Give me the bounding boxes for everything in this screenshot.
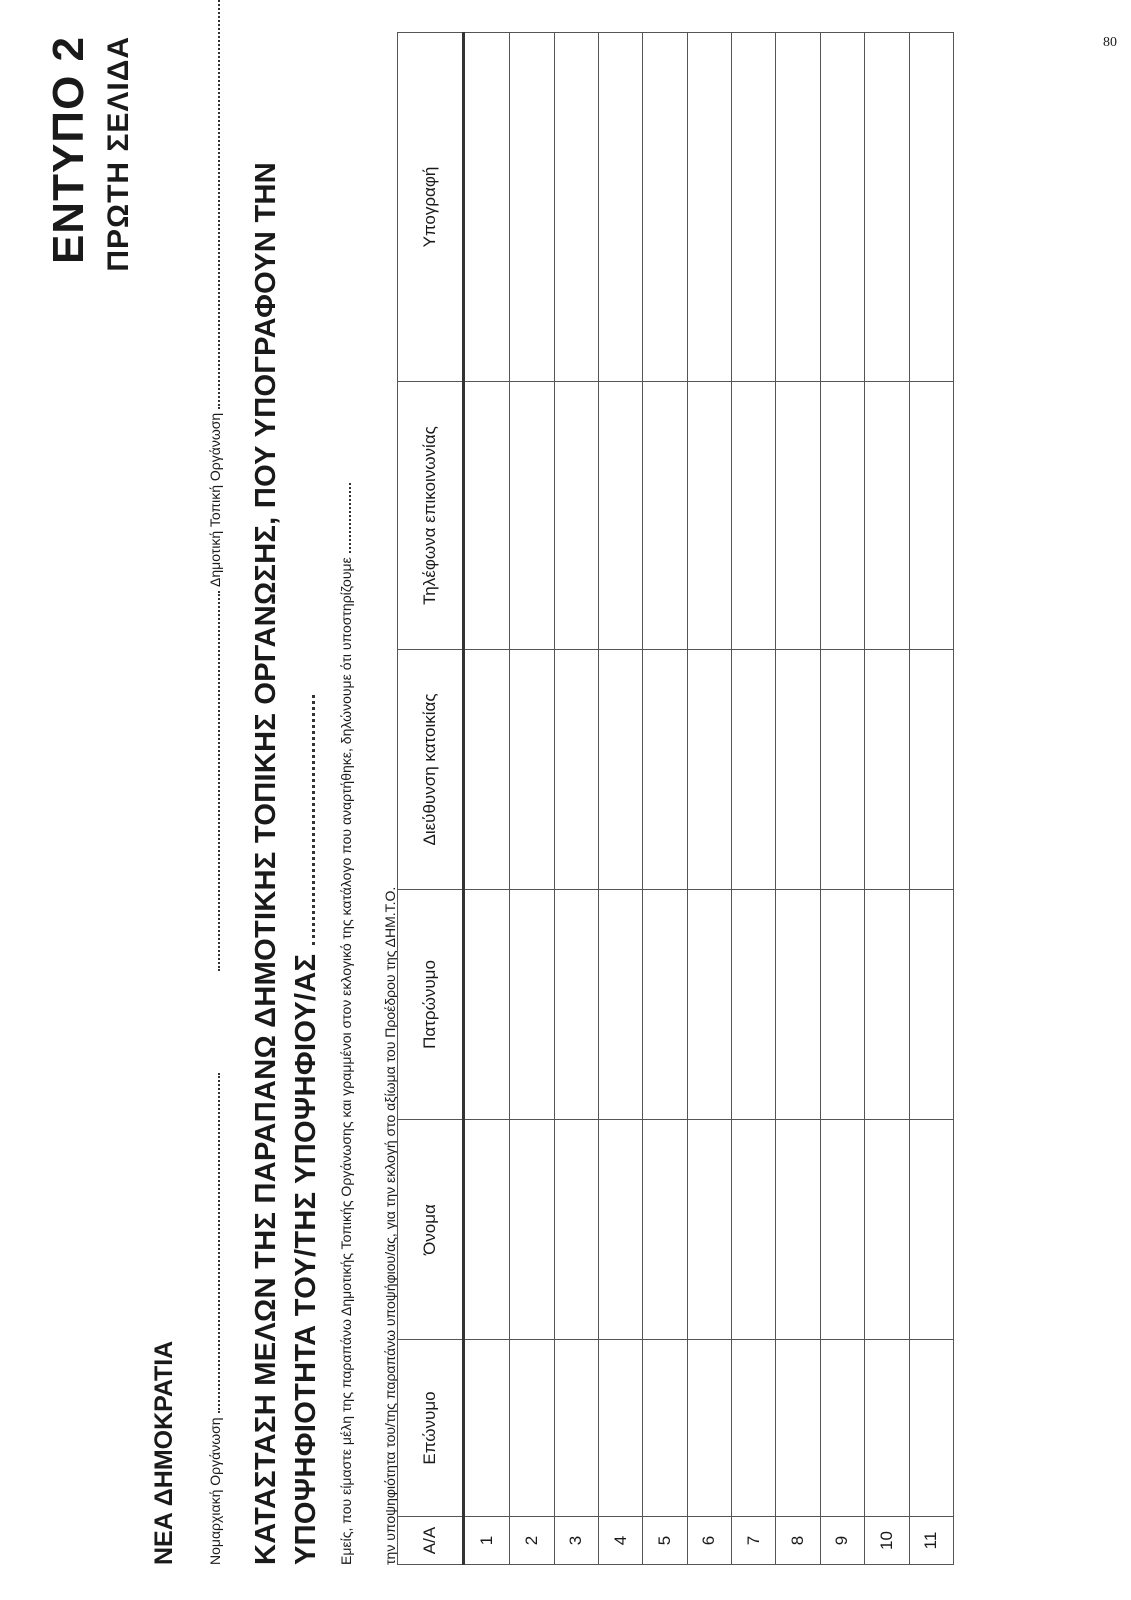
table-cell[interactable] <box>687 890 731 1120</box>
row-number: 9 <box>820 1517 864 1565</box>
table-row <box>643 33 687 1565</box>
table-row <box>732 33 776 1565</box>
table-cell[interactable] <box>643 33 687 382</box>
table-cell[interactable] <box>687 650 731 890</box>
table-cell[interactable] <box>464 650 510 890</box>
page-number: 80 <box>1103 35 1117 50</box>
table-cell[interactable] <box>865 650 909 890</box>
row-number: 10 <box>865 1517 909 1565</box>
regional-organization-blank[interactable] <box>206 1073 220 1413</box>
table-cell[interactable] <box>776 33 820 382</box>
table-cell[interactable] <box>510 1120 554 1340</box>
municipal-organization-field[interactable] <box>206 0 223 975</box>
table-cell[interactable] <box>510 1340 554 1517</box>
table-cell[interactable] <box>643 890 687 1120</box>
table-cell[interactable] <box>820 890 864 1120</box>
table-cell[interactable] <box>865 1120 909 1340</box>
row-number: 6 <box>687 1517 731 1565</box>
table-row <box>510 33 554 1565</box>
municipal-organization-blank[interactable] <box>206 0 220 409</box>
table-row <box>554 33 598 1565</box>
table-cell[interactable] <box>776 1340 820 1517</box>
table-cell[interactable] <box>599 1120 643 1340</box>
document-title-line1: ΚΑΤΑΣΤΑΣΗ ΜΕΛΩΝ ΤΗΣ ΠΑΡΑΠΑΝΩ ΔΗΜΟΤΙΚΗΣ ΤΟΠΙΚΗΣ ΟΡΓΑΝΩΣΗΣ, ΠΟΥ ΥΠΟΓΡΑΦΟΥΝ ΤΗΝ <box>250 162 282 1565</box>
form-title: ΕΝΤΥΠΟ 2 <box>44 36 93 265</box>
table-cell[interactable] <box>599 33 643 382</box>
table-cell[interactable] <box>865 890 909 1120</box>
table-cell[interactable] <box>865 1340 909 1517</box>
declaration-line2: την υποψηφιότητα του/της παραπάνω υποψήφιου/ας, για την εκλογή στο αξίωμα του Προέδρου της ΔΗΜ.Τ.Ο. <box>382 886 398 1565</box>
table-cell[interactable] <box>909 1340 953 1517</box>
table-cell[interactable] <box>909 890 953 1120</box>
declaration-line1-row <box>324 20 368 1565</box>
municipal-organization-blank-left[interactable] <box>206 591 220 971</box>
row-number: 7 <box>732 1517 776 1565</box>
table-row <box>909 33 953 1565</box>
form-subtitle: ΠΡΩΤΗ ΣΕΛΙΔΑ <box>102 36 135 272</box>
column-header: Α/Α <box>398 1517 464 1565</box>
table-cell[interactable] <box>732 1340 776 1517</box>
table-cell[interactable] <box>554 33 598 382</box>
row-number: 1 <box>464 1517 510 1565</box>
table-cell[interactable] <box>687 1340 731 1517</box>
table-cell[interactable] <box>599 650 643 890</box>
table-row <box>687 33 731 1565</box>
row-number: 4 <box>599 1517 643 1565</box>
column-header: Επώνυμο <box>398 1340 464 1517</box>
table-cell[interactable] <box>510 33 554 382</box>
row-number: 5 <box>643 1517 687 1565</box>
row-number: 11 <box>909 1517 953 1565</box>
column-header: Διεύθυνση κατοικίας <box>398 650 464 890</box>
signatures-table-wrapper <box>397 33 954 1565</box>
table-cell[interactable] <box>776 1120 820 1340</box>
table-row <box>865 33 909 1565</box>
table-cell[interactable] <box>510 650 554 890</box>
row-number: 8 <box>776 1517 820 1565</box>
table-row <box>776 33 820 1565</box>
row-number: 3 <box>554 1517 598 1565</box>
column-header: Τηλέφωνα επικοινωνίας <box>398 382 464 650</box>
document-title-line2: ΥΠΟΨΗΦΙΟΤΗΤΑ ΤΟΥ/ΤΗΣ ΥΠΟΨΗΦΙΟΥ/ΑΣ <box>290 953 322 1565</box>
table-cell[interactable] <box>909 1120 953 1340</box>
table-cell[interactable] <box>732 890 776 1120</box>
table-cell[interactable] <box>865 33 909 382</box>
table-cell[interactable] <box>510 382 554 650</box>
table-cell[interactable] <box>909 382 953 650</box>
table-cell[interactable] <box>643 1340 687 1517</box>
table-cell[interactable] <box>820 650 864 890</box>
document-title <box>246 20 326 1565</box>
table-cell[interactable] <box>909 33 953 382</box>
column-header: Πατρώνυμο <box>398 890 464 1120</box>
signatures-table <box>397 32 954 1565</box>
table-cell[interactable] <box>554 890 598 1120</box>
table-cell[interactable] <box>687 382 731 650</box>
table-cell[interactable] <box>820 33 864 382</box>
table-body <box>464 33 954 1565</box>
table-cell[interactable] <box>732 33 776 382</box>
table-cell[interactable] <box>776 890 820 1120</box>
table-row <box>599 33 643 1565</box>
table-cell[interactable] <box>554 1120 598 1340</box>
table-header-row <box>398 33 464 1565</box>
table-cell[interactable] <box>643 382 687 650</box>
table-cell[interactable] <box>643 650 687 890</box>
regional-organization-field[interactable] <box>206 1069 223 1565</box>
table-cell[interactable] <box>732 382 776 650</box>
declaration-line1: Εμείς, που είμαστε μέλη της παραπάνω Δημοτικής Τοπικής Οργάνωσης και γραμμένοι στον εκλογικό της κατάλογο που αναρτήθηκε, δηλώνουμε ότι υποστηρίζουμε <box>338 557 354 1565</box>
table-cell[interactable] <box>776 650 820 890</box>
table-cell[interactable] <box>510 890 554 1120</box>
regional-organization-label: Νομαρχιακή Οργάνωση <box>207 1417 223 1565</box>
table-cell[interactable] <box>464 1120 510 1340</box>
table-row <box>464 33 510 1565</box>
table-cell[interactable] <box>464 33 510 382</box>
municipal-organization-label: Δημοτική Τοπική Οργάνωση <box>207 412 223 587</box>
row-number: 2 <box>510 1517 554 1565</box>
table-cell[interactable] <box>599 890 643 1120</box>
table-cell[interactable] <box>687 1120 731 1340</box>
table-cell[interactable] <box>554 650 598 890</box>
table-cell[interactable] <box>732 1120 776 1340</box>
column-header: Όνομα <box>398 1120 464 1340</box>
table-cell[interactable] <box>687 33 731 382</box>
table-cell[interactable] <box>599 382 643 650</box>
table-cell[interactable] <box>820 1120 864 1340</box>
column-header: Υπογραφή <box>398 33 464 382</box>
table-cell[interactable] <box>464 890 510 1120</box>
table-row <box>820 33 864 1565</box>
table-cell[interactable] <box>865 382 909 650</box>
declaration-blank[interactable] <box>337 483 351 553</box>
table-cell[interactable] <box>554 1340 598 1517</box>
table-cell[interactable] <box>464 382 510 650</box>
document-title-line2-row <box>286 20 326 1565</box>
table-cell[interactable] <box>732 650 776 890</box>
table-cell[interactable] <box>554 382 598 650</box>
table-cell[interactable] <box>820 382 864 650</box>
table-cell[interactable] <box>776 382 820 650</box>
table-cell[interactable] <box>643 1120 687 1340</box>
organization-name: ΝΕΑ ΔΗΜΟΚΡΑΤΙΑ <box>150 1340 178 1565</box>
table-cell[interactable] <box>909 650 953 890</box>
table-cell[interactable] <box>464 1340 510 1517</box>
table-cell[interactable] <box>820 1340 864 1517</box>
table-cell[interactable] <box>599 1340 643 1517</box>
candidate-name-blank[interactable] <box>292 695 315 945</box>
